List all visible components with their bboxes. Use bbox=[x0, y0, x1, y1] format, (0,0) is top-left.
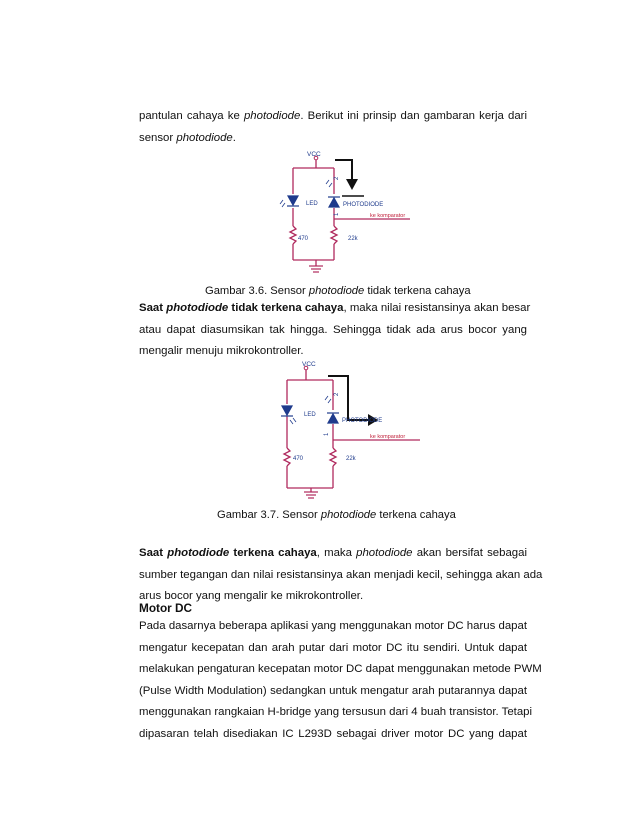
photodiode-label: PHOTODIODE bbox=[343, 202, 384, 208]
pin-2-label: 2 bbox=[334, 176, 340, 180]
motor-line: melakukan pengaturan kecepatan motor DC dapat menggunakan metode PWM bbox=[139, 663, 542, 675]
intro-paragraph bbox=[139, 106, 527, 149]
figure-3-7-caption: Gambar 3.7. Sensor photodiode terkena cahaya bbox=[217, 509, 456, 521]
pin-1-label: 1 bbox=[324, 432, 330, 436]
light-line-3: arus bocor yang mengalir ke mikrokontroller. bbox=[139, 590, 364, 602]
motor-line: dipasaran telah disediakan IC L293D sebagai driver motor DC yang dapat bbox=[139, 727, 527, 740]
led-label: LED bbox=[304, 412, 316, 418]
light-paragraph bbox=[139, 543, 543, 608]
intro-line-1: pantulan cahaya ke photodiode. Berikut ini prinsip dan gambaran kerja dari bbox=[139, 110, 527, 122]
no-light-line-3: mengalir menuju mikrokontroller. bbox=[139, 345, 304, 357]
intro-line-2: sensor photodiode. bbox=[139, 131, 236, 144]
no-light-paragraph bbox=[139, 298, 531, 363]
photodiode-label: PHOTODIODE bbox=[342, 418, 383, 424]
section-heading: Motor DC bbox=[139, 601, 193, 615]
no-light-line-1: Saat photodiode tidak terkena cahaya, maka nilai resistansinya akan besar bbox=[139, 302, 531, 314]
figure-3-7-circuit bbox=[280, 360, 440, 500]
pin-2-label: 2 bbox=[334, 392, 340, 396]
vcc-label: VCC bbox=[302, 361, 316, 368]
led-label: LED bbox=[306, 201, 318, 207]
figure-3-6-circuit bbox=[280, 150, 420, 276]
resistor-22k-label: 22k bbox=[346, 456, 356, 462]
no-light-line-2: atau dapat diasumsikan tak hingga. Sehingga tidak ada arus bocor yang bbox=[139, 323, 527, 336]
motor-dc-paragraph bbox=[139, 616, 542, 745]
motor-line: menggunakan rangkaian H-bridge yang tersusun dari 4 buah transistor. Tetapi bbox=[139, 706, 533, 718]
resistor-22k-label: 22k bbox=[348, 236, 358, 242]
resistor-470-label: 470 bbox=[293, 456, 304, 462]
vcc-label: VCC bbox=[307, 151, 321, 158]
pin-1-label: 1 bbox=[334, 212, 340, 216]
motor-line: Pada dasarnya beberapa aplikasi yang menggunakan motor DC harus dapat bbox=[139, 620, 527, 632]
komparator-label: ke komparator bbox=[370, 213, 406, 219]
figure-3-6-caption: Gambar 3.6. Sensor photodiode tidak terkena cahaya bbox=[205, 285, 471, 297]
motor-line: mengatur kecepatan dan arah putar dari motor DC itu sendiri. Untuk dapat bbox=[139, 641, 527, 654]
light-line-2: sumber tegangan dan nilai resistansinya akan menjadi kecil, sehingga akan ada bbox=[139, 568, 543, 581]
resistor-470-label: 470 bbox=[298, 236, 309, 242]
komparator-label: ke komparator bbox=[370, 434, 406, 440]
motor-line: (Pulse Width Modulation) sedangkan untuk mengatur arah putarannya dapat bbox=[139, 684, 527, 697]
light-line-1: Saat photodiode terkena cahaya, maka photodiode akan bersifat sebagai bbox=[139, 547, 527, 559]
